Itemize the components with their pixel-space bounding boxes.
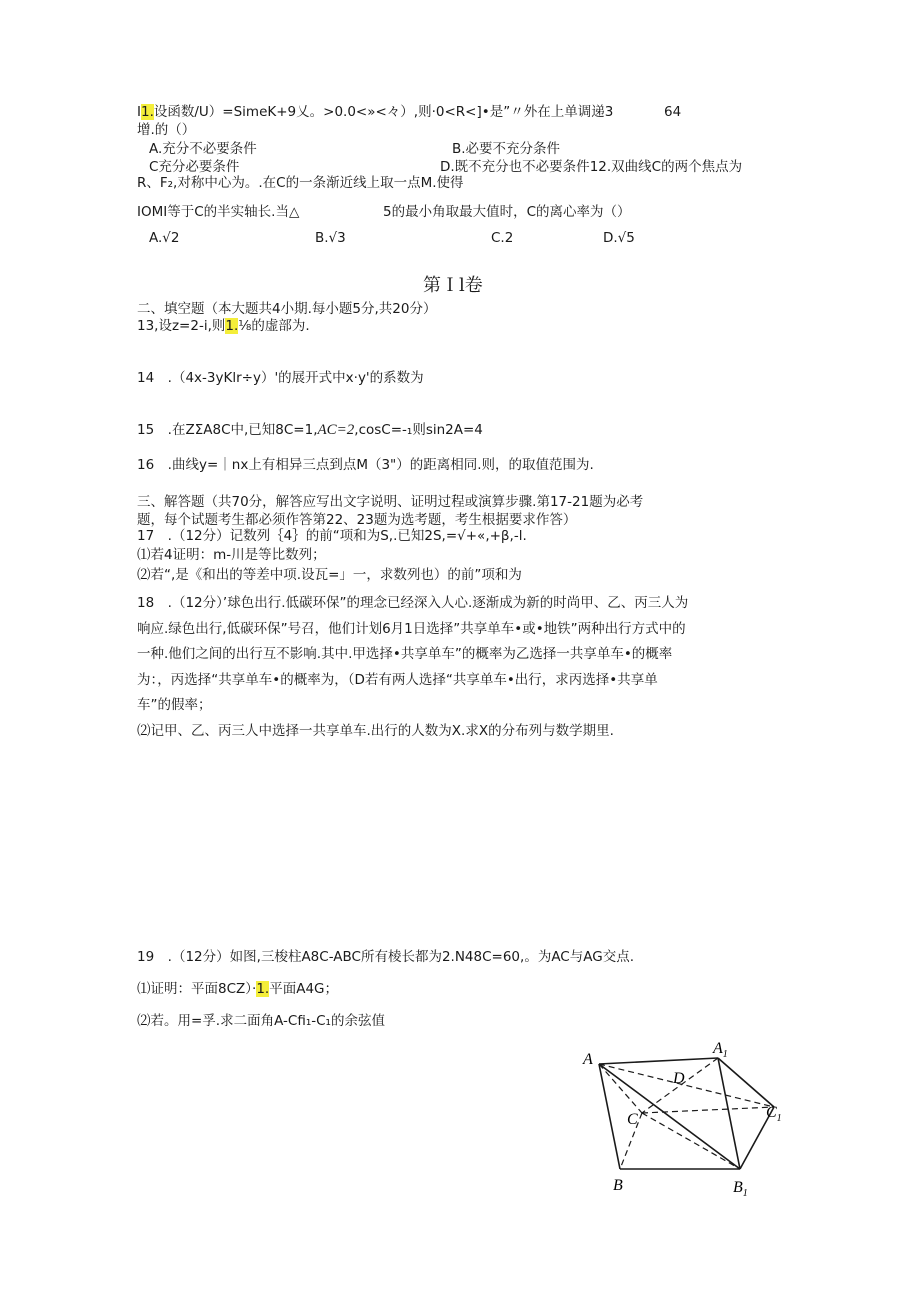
q19-line2-post: 平面A4G； — [269, 981, 338, 997]
q18-line1: 18 .（12分）’球色出行.低碳环保”的理念已经深入人心.逐渐成为新的时尚甲、乙、丙三人为 — [137, 595, 689, 611]
q11-line1 — [137, 103, 613, 121]
q18-line5: 车”的假率； — [137, 697, 212, 713]
q11-option-a: A.充分不必要条件 — [149, 141, 257, 157]
q11-option-d — [440, 158, 742, 176]
label-b: B — [613, 1177, 623, 1194]
q12-line2: R、F₂,对称中心为。.在C的一条渐近线上取一点M.使得 — [137, 175, 464, 191]
edge-c-b1 — [642, 1113, 740, 1169]
q19-line2-pre: ⑴证明：平面8CZ）· — [137, 981, 257, 997]
q17-line2: ⑴若4证明：m-川是等比数列； — [137, 547, 326, 563]
q13 — [137, 317, 310, 335]
edge-a-c1 — [599, 1064, 774, 1107]
label-d: D — [673, 1070, 685, 1087]
q17-line3: ⑵若“,是《和出的等差中项.设瓦=」一，求数列也）的前”项和为 — [137, 567, 522, 583]
q13-text-post: ⅛的虚部为. — [238, 318, 310, 334]
q12-option-c: C.2 — [491, 230, 514, 246]
q18-line2: 响应.绿色出行,低碳环保”号召，他们计划6月1日选择”共享单车•或•地铁”两种出行方式中的 — [137, 621, 686, 637]
section3-heading-1: 三、解答题（共70分，解答应写出文字说明、证明过程或演算步骤.第17-21题为必考 — [137, 494, 644, 510]
q12-option-b: B.√3 — [315, 230, 346, 246]
q12-line3b: 5的最小角取最大值时，C的离心率为（） — [383, 204, 631, 220]
q15 — [137, 421, 483, 439]
label-a1: $A_1$ — [713, 1040, 728, 1060]
section3-heading-2: 题，每个试题考生都必须作答第22、23题为选考题，考生根据要求作答） — [137, 512, 577, 528]
q11-line2: 增.的（） — [137, 122, 196, 138]
q11-option-b: B.必要不充分条件 — [452, 141, 561, 157]
edge-a-b1 — [599, 1064, 740, 1169]
q14: 14 .（4x-3yKlr÷y）'的展开式中x·y'的系数为 — [137, 370, 424, 386]
part2-title: 第Ｉl卷 — [423, 275, 483, 296]
q11-option-d-text: D.既不充分也不必要条件 — [440, 159, 590, 175]
q15-text: 15 .在ZΣA8C中,已知8C=1, — [137, 422, 318, 438]
section2-heading: 二、填空题（本大题共4小期.每小题5分,共20分） — [137, 301, 437, 317]
prism-figure — [570, 1035, 800, 1200]
q18-line3: 一种.他们之间的出行互不影响.其中.甲选择•共享单车”的概率为乙选择一共享单车•的概率 — [137, 646, 673, 662]
q15-tail: ,cosC=-₁则sin2A=4 — [354, 422, 483, 438]
q16: 16 .曲线y=｜nx上有相异三点到点M（3"）的距离相同.则，的取值范围为. — [137, 457, 594, 473]
q11-number: I — [137, 104, 141, 120]
q19-line1: 19 .（12分）如图,三梭柱A8C-ABC所有棱长都为2.N48C=60,。为AC与AG交点. — [137, 949, 634, 965]
label-b1: $B_1$ — [733, 1179, 748, 1199]
q19-line3: ⑵若。用=孚.求二面角A-Cfi₁-C₁的余弦值 — [137, 1013, 385, 1029]
label-a: A — [583, 1051, 593, 1068]
q18-line6: ⑵记甲、乙、丙三人中选择一共享单车.出行的人数为X.求X的分布列与数学期里. — [137, 723, 614, 739]
q19-highlight: 1. — [256, 981, 270, 997]
q12-option-a: A.√2 — [149, 230, 180, 246]
q11-option-c: C充分必要条件 — [149, 159, 240, 175]
q17-line1: 17 .（12分）记数列｛4｝的前“项和为S,.已知2S,=√+«,+β,-l. — [137, 528, 527, 544]
q13-highlight: 1. — [225, 318, 239, 334]
label-c1: $C_1$ — [766, 1104, 782, 1124]
q15-italic: AC=2 — [317, 422, 355, 438]
q12-start: 12.双曲线C的两个焦点为 — [589, 159, 743, 175]
q12-line3a: IOMI等于C的半实轴长.当△ — [137, 204, 300, 220]
q13-text-pre: 13,设z=2-i,则 — [137, 318, 226, 334]
label-c: C — [627, 1111, 638, 1128]
edge-a-a1 — [599, 1058, 718, 1064]
q18-line4: 为：，丙选择“共享单车•的概率为，（D若有两人选择“共享单车•出行，求丙选择•共享单 — [137, 672, 658, 688]
q19-line2 — [137, 980, 338, 998]
q12-option-d: D.√5 — [603, 230, 635, 246]
edge-a-b — [599, 1064, 620, 1169]
q11-highlight: 1. — [140, 104, 154, 120]
edge-a-c — [599, 1064, 642, 1113]
q11-text: 设函数/U）=SimeK+9乂。>0.0<»<々）,则·0<R<]•是”〃外在上单调递3 — [153, 104, 614, 120]
q11-line1-tail: 64 — [664, 104, 682, 120]
